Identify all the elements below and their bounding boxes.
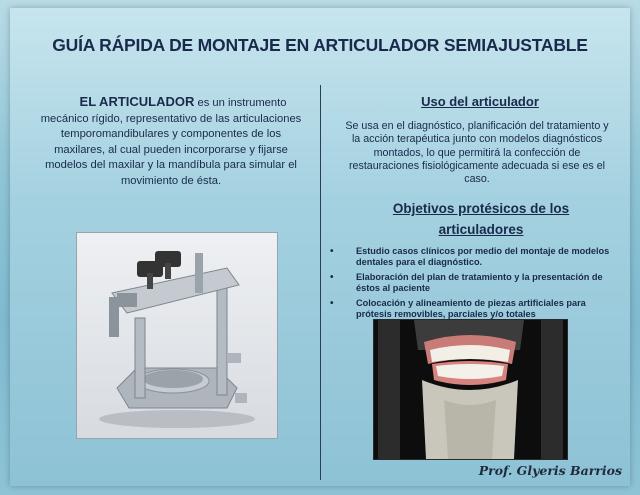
- objetivos-list: [328, 246, 618, 323]
- uso-heading: Uso del articulador: [421, 94, 539, 109]
- page-title: GUÍA RÁPIDA DE MONTAJE EN ARTICULADOR SEMIAJUSTABLE: [52, 35, 588, 55]
- objetivos-heading: Objetivos protésicos de los articuladores: [392, 201, 570, 237]
- articulator-photo: [76, 232, 278, 439]
- list-item: [328, 246, 618, 269]
- list-item: [328, 272, 618, 295]
- dental-model-photo: [373, 319, 568, 460]
- bullet-icon: •: [330, 271, 334, 283]
- list-item-text: Elaboración del plan de tratamiento y la presentación de éstos al paciente: [356, 271, 603, 294]
- articulador-lead: EL ARTICULADOR: [79, 94, 195, 109]
- uso-description: Se usa en el diagnóstico, planificación del tratamiento y la acción terapéutica junto con modelos diagnósticos montados, lo que permitirá la confección de restauraciones fisiológicamente adecuada si ese es el caso.: [345, 120, 609, 186]
- bullet-icon: •: [330, 246, 334, 257]
- list-item-text: Estudio casos clínicos por medio del montaje de modelos dentales para el diagnóstico.: [356, 246, 610, 268]
- articulador-definition: [40, 94, 302, 190]
- list-item-text: Colocación y alineamiento de piezas artificiales para prótesis removibles, parciales y/o totales: [356, 297, 586, 320]
- articulador-description: es un instrumento mecánico rígido, representativo de las articulaciones temporomandibulares y componentes de los maxilares, al cual pueden incorporarse y fijarse modelos del maxilar y la mandíbula para simular el movimiento de ésta.: [40, 97, 302, 187]
- column-divider: [320, 85, 321, 480]
- dental-model-illustration: [374, 320, 567, 459]
- articulator-illustration: [77, 233, 277, 438]
- list-item: [328, 298, 618, 321]
- author-signature: Prof. Glyeris Barrios: [478, 463, 622, 478]
- bullet-icon: •: [330, 297, 334, 309]
